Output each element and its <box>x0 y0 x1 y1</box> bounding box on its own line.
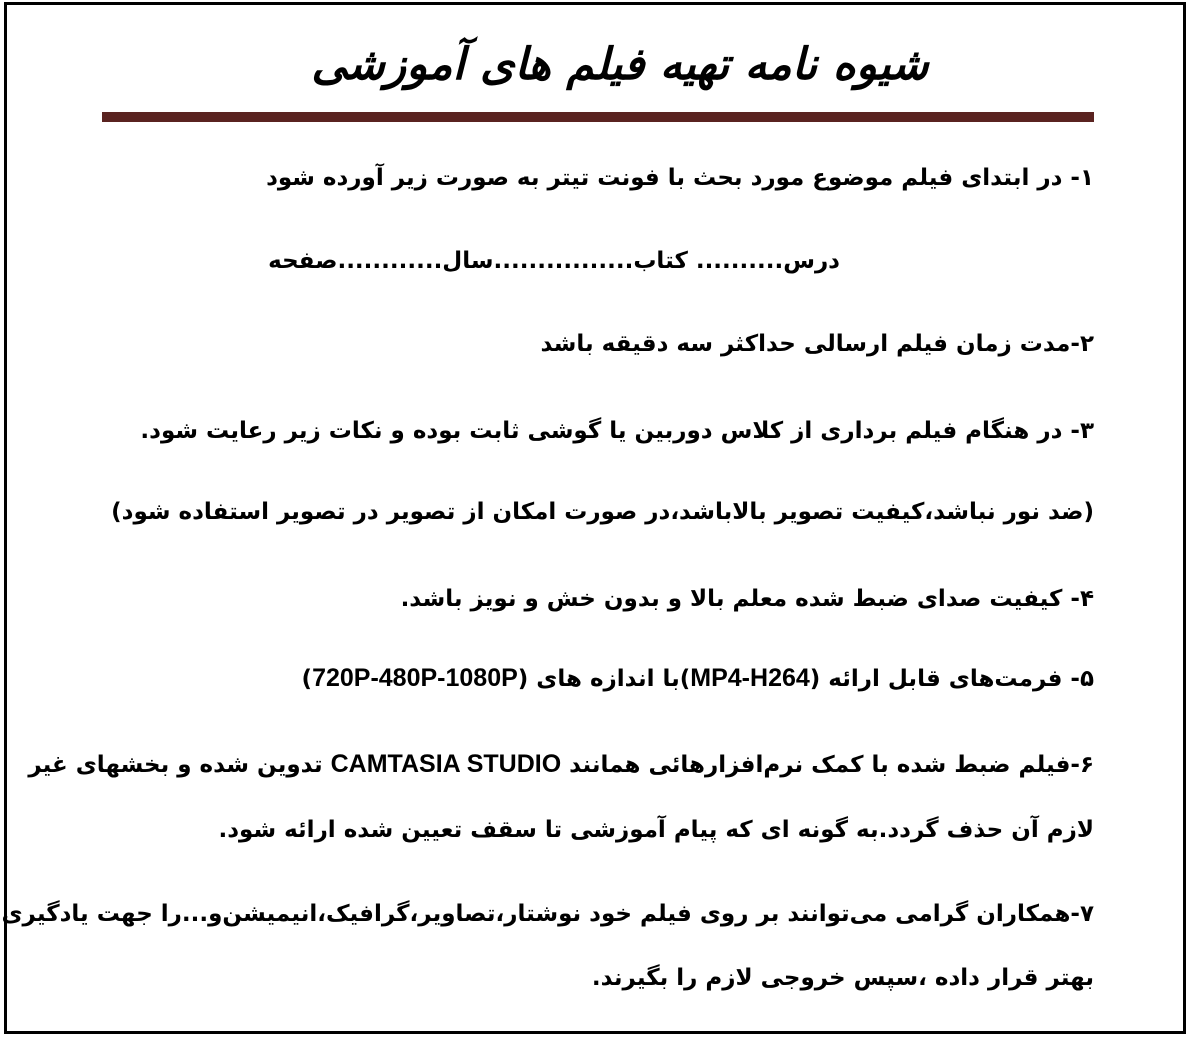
item-1-template: درس.......... کتاب................سال............صفحه <box>268 248 840 274</box>
item-7-line-2: بهتر قرار داده ،سپس خروجی لازم را بگیرند. <box>591 965 1094 991</box>
title-divider <box>102 112 1094 122</box>
item-6-line-1 <box>28 748 1094 781</box>
item-5 <box>302 662 1094 695</box>
document-title: شیوه نامه تهیه فیلم های آموزشی <box>311 39 929 90</box>
item-5-text-c: ) <box>301 666 313 692</box>
item-3-note: (ضد نور نباشد،کیفیت تصویر بالاباشد،در صورت امکان از تصویر در تصویر استفاده شود) <box>111 499 1094 525</box>
item-5-codec: MP4-H264 <box>690 664 810 692</box>
item-6-text-a: ۶-فیلم ضبط شده با کمک نرم‌افزارهائی همانند <box>561 752 1094 778</box>
item-2: ۲-مدت زمان فیلم ارسالی حداکثر سه دقیقه باشد <box>540 331 1094 357</box>
item-7-line-1: ۷-همکاران گرامی می‌توانند بر روی فیلم خود نوشتار،تصاویر،گرافیک،انیمیشن‌و...را جهت یادگیری <box>1 901 1094 927</box>
item-6-line-2: لازم آن حذف گردد.به گونه ای که پیام آموزشی تا سقف تعیین شده ارائه شود. <box>218 817 1094 843</box>
item-6-software: CAMTASIA STUDIO <box>330 750 562 778</box>
item-5-text-b: )با اندازه های ( <box>517 666 691 692</box>
item-5-text-a: ۵- فرمت‌های قابل ارائه ( <box>809 666 1094 692</box>
item-4: ۴- کیفیت صدای ضبط شده معلم بالا و بدون خش و نویز باشد. <box>400 586 1094 612</box>
item-6-text-b: تدوین شده و بخشهای غیر <box>28 752 331 778</box>
item-5-resolutions: 720P-480P-1080P <box>312 664 518 692</box>
item-3: ۳- در هنگام فیلم برداری از کلاس دوربین یا گوشی ثابت بوده و نکات زیر رعایت شود. <box>140 418 1094 444</box>
item-1: ۱- در ابتدای فیلم موضوع مورد بحث با فونت تیتر به صورت زیر آورده شود <box>266 165 1094 191</box>
